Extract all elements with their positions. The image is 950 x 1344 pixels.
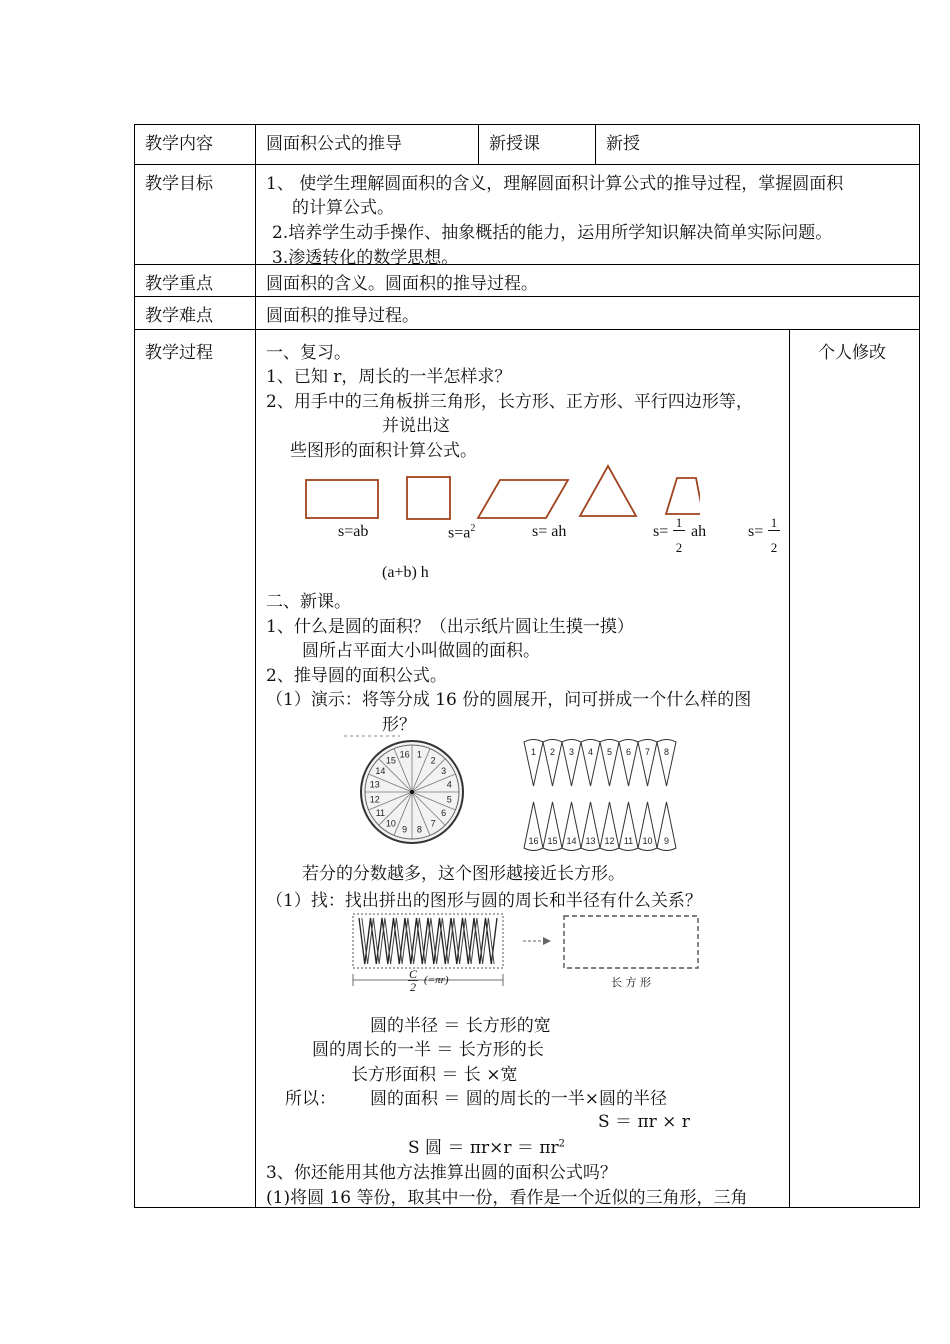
unrolled-strips-figure xyxy=(520,736,690,856)
circle-number: 5 xyxy=(446,794,452,805)
circle-number: 12 xyxy=(369,794,380,805)
circle-number: 1 xyxy=(416,749,422,760)
row-divider xyxy=(134,329,920,330)
row-label-process: 教学过程 xyxy=(145,343,213,363)
lesson-type-label: 新授课 xyxy=(489,134,540,154)
equation-so-label: 所以： xyxy=(285,1089,336,1109)
fraction-half: 1 2 xyxy=(768,516,780,555)
parallelogram-shape xyxy=(478,480,568,518)
row-divider xyxy=(134,164,920,165)
table-border-left xyxy=(134,124,135,1208)
fig-pi-r: (=πr) xyxy=(424,974,449,986)
top-strip xyxy=(524,740,676,787)
para-formula: s= ah xyxy=(532,523,567,540)
demo-instruction-cont: 形？ xyxy=(382,715,416,735)
equation-radius: 圆的半径 ＝ 长方形的宽 xyxy=(370,1016,551,1036)
review-title: 一、复习。 xyxy=(266,343,351,363)
strip-number: 4 xyxy=(587,747,594,757)
circle-number: 11 xyxy=(375,808,386,819)
key-point: 圆面积的含义。圆面积的推导过程。 xyxy=(266,274,538,294)
equation-circle-area: 圆的面积 ＝ 圆的周长的一半×圆的半径 xyxy=(370,1089,668,1109)
circle-number: 2 xyxy=(430,755,436,766)
zigzag-rectangle-figure xyxy=(345,910,705,994)
question-1: 1、什么是圆的面积？（出示纸片圆让生摸一摸） xyxy=(266,617,634,637)
circle-number: 3 xyxy=(441,765,447,776)
strip-number: 9 xyxy=(663,836,670,846)
strip-number: 3 xyxy=(568,747,575,757)
circle-number: 14 xyxy=(375,765,386,776)
circle-16-parts-figure xyxy=(340,730,480,850)
circle-number: 10 xyxy=(385,818,396,829)
difficult-point: 圆面积的推导过程。 xyxy=(266,306,419,326)
review-question-2-cont: 些图形的面积计算公式。 xyxy=(290,441,477,461)
square-shape xyxy=(407,477,450,519)
circle-number: 4 xyxy=(446,779,452,790)
find-relation-question: （1）找：找出拼出的图形与圆的周长和半径有什么关系？ xyxy=(266,891,702,911)
fig-c-over-2: C 2 xyxy=(409,967,418,994)
strip-number: 6 xyxy=(625,747,632,757)
table-border-right xyxy=(919,124,920,1208)
strip-number: 11 xyxy=(623,836,634,846)
zigzag-shape xyxy=(359,918,497,964)
circle-number: 6 xyxy=(441,808,447,819)
circle-number: 9 xyxy=(402,824,408,835)
strip-number: 15 xyxy=(547,836,558,846)
circle-number: 15 xyxy=(385,755,396,766)
question-2: 2、推导圆的面积公式。 xyxy=(266,666,447,686)
row-divider xyxy=(134,296,920,297)
strip-number: 10 xyxy=(642,836,653,846)
row-label-goals: 教学目标 xyxy=(145,174,213,194)
lesson-topic: 圆面积公式的推导 xyxy=(266,134,402,154)
strip-number: 13 xyxy=(585,836,596,846)
strip-number: 16 xyxy=(528,836,539,846)
review-question-2: 2、用手中的三角板拼三角形，长方形、正方形、平行四边形等， xyxy=(266,392,753,412)
goal-3: 3.渗透转化的数学思想。 xyxy=(272,248,459,268)
fig-rectangle-label: 长 方 形 xyxy=(611,976,651,989)
row-label-difficult: 教学难点 xyxy=(145,306,213,326)
table-border-top xyxy=(134,124,920,125)
circle-number: 16 xyxy=(399,749,410,760)
review-question-1: 1、已知 r，周长的一半怎样求？ xyxy=(266,367,512,387)
goal-1: 1、 使学生理解圆面积的含义，理解圆面积计算公式的推导过程，掌握圆面积 xyxy=(266,174,844,194)
question-3: 3、你还能用其他方法推算出圆的面积公式吗？ xyxy=(266,1163,617,1183)
circle-number: 8 xyxy=(416,824,422,835)
trapezoid-formula-cont: (a+b) h xyxy=(382,564,429,581)
col-divider-label xyxy=(255,124,256,1208)
strip-number: 2 xyxy=(549,747,556,757)
goal-2: 2.培养学生动手操作、抽象概括的能力，运用所学知识解决简单实际问题。 xyxy=(272,223,833,243)
equation-rect-area: 长方形面积 ＝ 长 ×宽 xyxy=(351,1065,518,1085)
rect-formula: s=ab xyxy=(338,523,369,540)
trapezoid-shape xyxy=(666,478,700,514)
circle-spokes xyxy=(365,745,459,839)
col-divider xyxy=(595,124,596,164)
strip-number: 7 xyxy=(644,747,651,757)
question-1-answer: 圆所占平面大小叫做圆的面积。 xyxy=(302,641,540,661)
question-3-step-1: (1)将圆 16 等份，取其中一份，看作是一个近似的三角形，三角 xyxy=(266,1188,748,1208)
strip-number: 5 xyxy=(606,747,613,757)
shapes-figure xyxy=(300,460,700,524)
equation-half-circumference: 圆的周长的一半 ＝ 长方形的长 xyxy=(312,1040,544,1060)
strip-number: 14 xyxy=(566,836,577,846)
strip-number: 1 xyxy=(530,747,537,757)
new-lesson-title: 二、新课。 xyxy=(266,592,351,612)
square-formula: $s=a^2$ xyxy=(448,523,476,542)
equation-s: S ＝ πr × r xyxy=(598,1112,690,1132)
circle-center xyxy=(410,790,414,794)
col-divider-side xyxy=(789,329,790,1208)
side-column-label: 个人修改 xyxy=(818,343,886,363)
triangle-shape xyxy=(580,466,636,516)
demo-instruction: （1）演示：将等分成 16 份的圆展开，问可拼成一个什么样的图 xyxy=(266,690,752,710)
row-label-content: 教学内容 xyxy=(145,134,213,154)
more-parts-note: 若分的分数越多，这个图形越接近长方形。 xyxy=(302,864,625,884)
goal-1-cont: 的计算公式。 xyxy=(292,198,394,218)
circle-number: 13 xyxy=(369,779,380,790)
strip-number: 12 xyxy=(604,836,615,846)
fraction-half: 1 2 xyxy=(673,516,685,555)
row-divider xyxy=(134,264,920,265)
review-question-2-cont: 并说出这 xyxy=(382,416,450,436)
strip-number: 8 xyxy=(663,747,670,757)
equation-s-circle: S 圆 ＝ $\pi r\times r = \pi r^2$ xyxy=(408,1138,566,1158)
circle-number: 7 xyxy=(430,818,436,829)
row-label-key: 教学重点 xyxy=(145,274,213,294)
rectangle-shape xyxy=(306,480,378,518)
col-divider xyxy=(478,124,479,164)
bottom-strip xyxy=(524,802,676,851)
lesson-type-value: 新授 xyxy=(606,134,640,154)
